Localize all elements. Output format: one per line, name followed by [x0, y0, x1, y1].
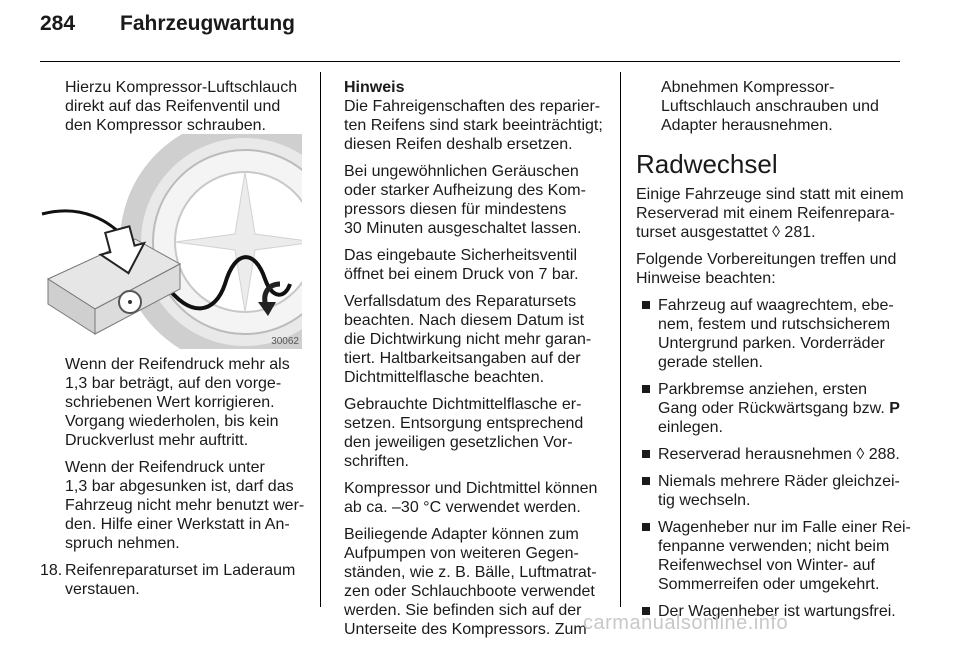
- column-1-lower: [40, 355, 308, 607]
- note-heading: Hinweis: [344, 79, 405, 96]
- paragraph: Abnehmen Kompressor- Luftschlauch anschrauben und Adapter herausnehmen.: [661, 79, 879, 134]
- paragraph: Verfallsdatum des Reparatursets beachten. Nach diesem Datum ist die Dichtwirkung nicht mehr garan- tiert. Haltbarkeitsangaben auf der Dichtmittelflasche beachten.: [344, 293, 592, 386]
- bullet-icon: [642, 385, 650, 393]
- numbered-step: 18. Reifenreparaturset im Laderaum verstauen.: [40, 562, 296, 598]
- paragraph: Bei ungewöhnlichen Geräuschen oder starker Aufheizung des Kom- pressors diesen für mindestens 30 Minuten ausgeschaltet lassen.: [344, 163, 586, 237]
- bullet-icon: [642, 477, 650, 485]
- watermark: carmanualsonline.info: [583, 612, 789, 634]
- bullet-icon: [642, 301, 650, 309]
- bullet-list: [636, 296, 911, 621]
- column-2: [344, 78, 609, 647]
- section-heading: Radwechsel: [636, 149, 778, 179]
- bullet-icon: [642, 523, 650, 531]
- paragraph: Wenn der Reifendruck mehr als 1,3 bar beträgt, auf den vorge- schriebenen Wert korrigieren. Vorgang wiederholen, bis kein Druckverlust mehr auftritt.: [65, 356, 290, 449]
- column-divider: [620, 72, 621, 607]
- header-rule: [40, 61, 900, 62]
- list-item: Reserverad herausnehmen ◊ 288.: [636, 445, 904, 464]
- paragraph: Kompressor und Dichtmittel können ab ca. –30 °C verwendet werden.: [344, 480, 598, 516]
- list-item: Niemals mehrere Räder gleichzei- tig wechseln.: [636, 472, 904, 510]
- intro-paragraph: Hierzu Kompressor-Luftschlauch direkt auf das Reifenventil und den Kompressor schrauben.: [65, 79, 298, 134]
- figure-number: 30062: [271, 336, 299, 347]
- list-item: Der Wagenheber ist wartungsfrei.: [636, 602, 904, 621]
- paragraph: Einige Fahrzeuge sind statt mit einem Reserverad mit einem Reifenrepara- turset ausgestattet ◊ 281.: [636, 186, 904, 241]
- step-number: 18.: [40, 562, 63, 579]
- paragraph: Gebrauchte Dichtmittelflasche er- setzen. Entsorgung entsprechend den jeweiligen gesetzlichen Vor- schriften.: [344, 396, 584, 470]
- list-item: Wagenheber nur im Falle einer Rei- fenpanne verwenden; nicht beim Reifenwechsel von Winter- auf Sommerreifen oder umgekehrt.: [636, 518, 904, 594]
- column-3: [636, 78, 911, 629]
- note-block: Hinweis Die Fahreigenschaften des reparier- ten Reifens sind stark beeinträchtigt; diesen Reifen deshalb ersetzen.: [344, 78, 609, 154]
- page-number: 284: [40, 12, 76, 35]
- column-divider: [320, 72, 321, 607]
- compressor-figure: [40, 134, 302, 349]
- list-item: Parkbremse anziehen, ersten Gang oder Rückwärtsgang bzw. P einlegen.: [636, 380, 904, 437]
- bullet-icon: [642, 450, 650, 458]
- paragraph: Wenn der Reifendruck unter 1,3 bar abgesunken ist, darf das Fahrzeug nicht mehr benutzt wer- den. Hilfe einer Werkstatt in An- spruch nehmen.: [65, 459, 305, 552]
- compressor-illustration: [40, 134, 302, 349]
- paragraph: Beiliegende Adapter können zum Aufpumpen von weiteren Gegen- ständen, wie z. B. Bälle, Luftmatrat- zen oder Schlauchboote verwendet werden. Sie befinden sich auf der Unterseite des Kompressors. Zum: [344, 526, 597, 638]
- paragraph: Das eingebaute Sicherheitsventil öffnet bei einem Druck von 7 bar.: [344, 247, 579, 283]
- page-title: Fahrzeugwartung: [120, 12, 296, 35]
- list-item: Fahrzeug auf waagrechtem, ebe- nem, festem und rutschsicherem Untergrund parken. Vorderräder gerade stellen.: [636, 296, 904, 372]
- paragraph: Folgende Vorbereitungen treffen und Hinweise beachten:: [636, 251, 897, 287]
